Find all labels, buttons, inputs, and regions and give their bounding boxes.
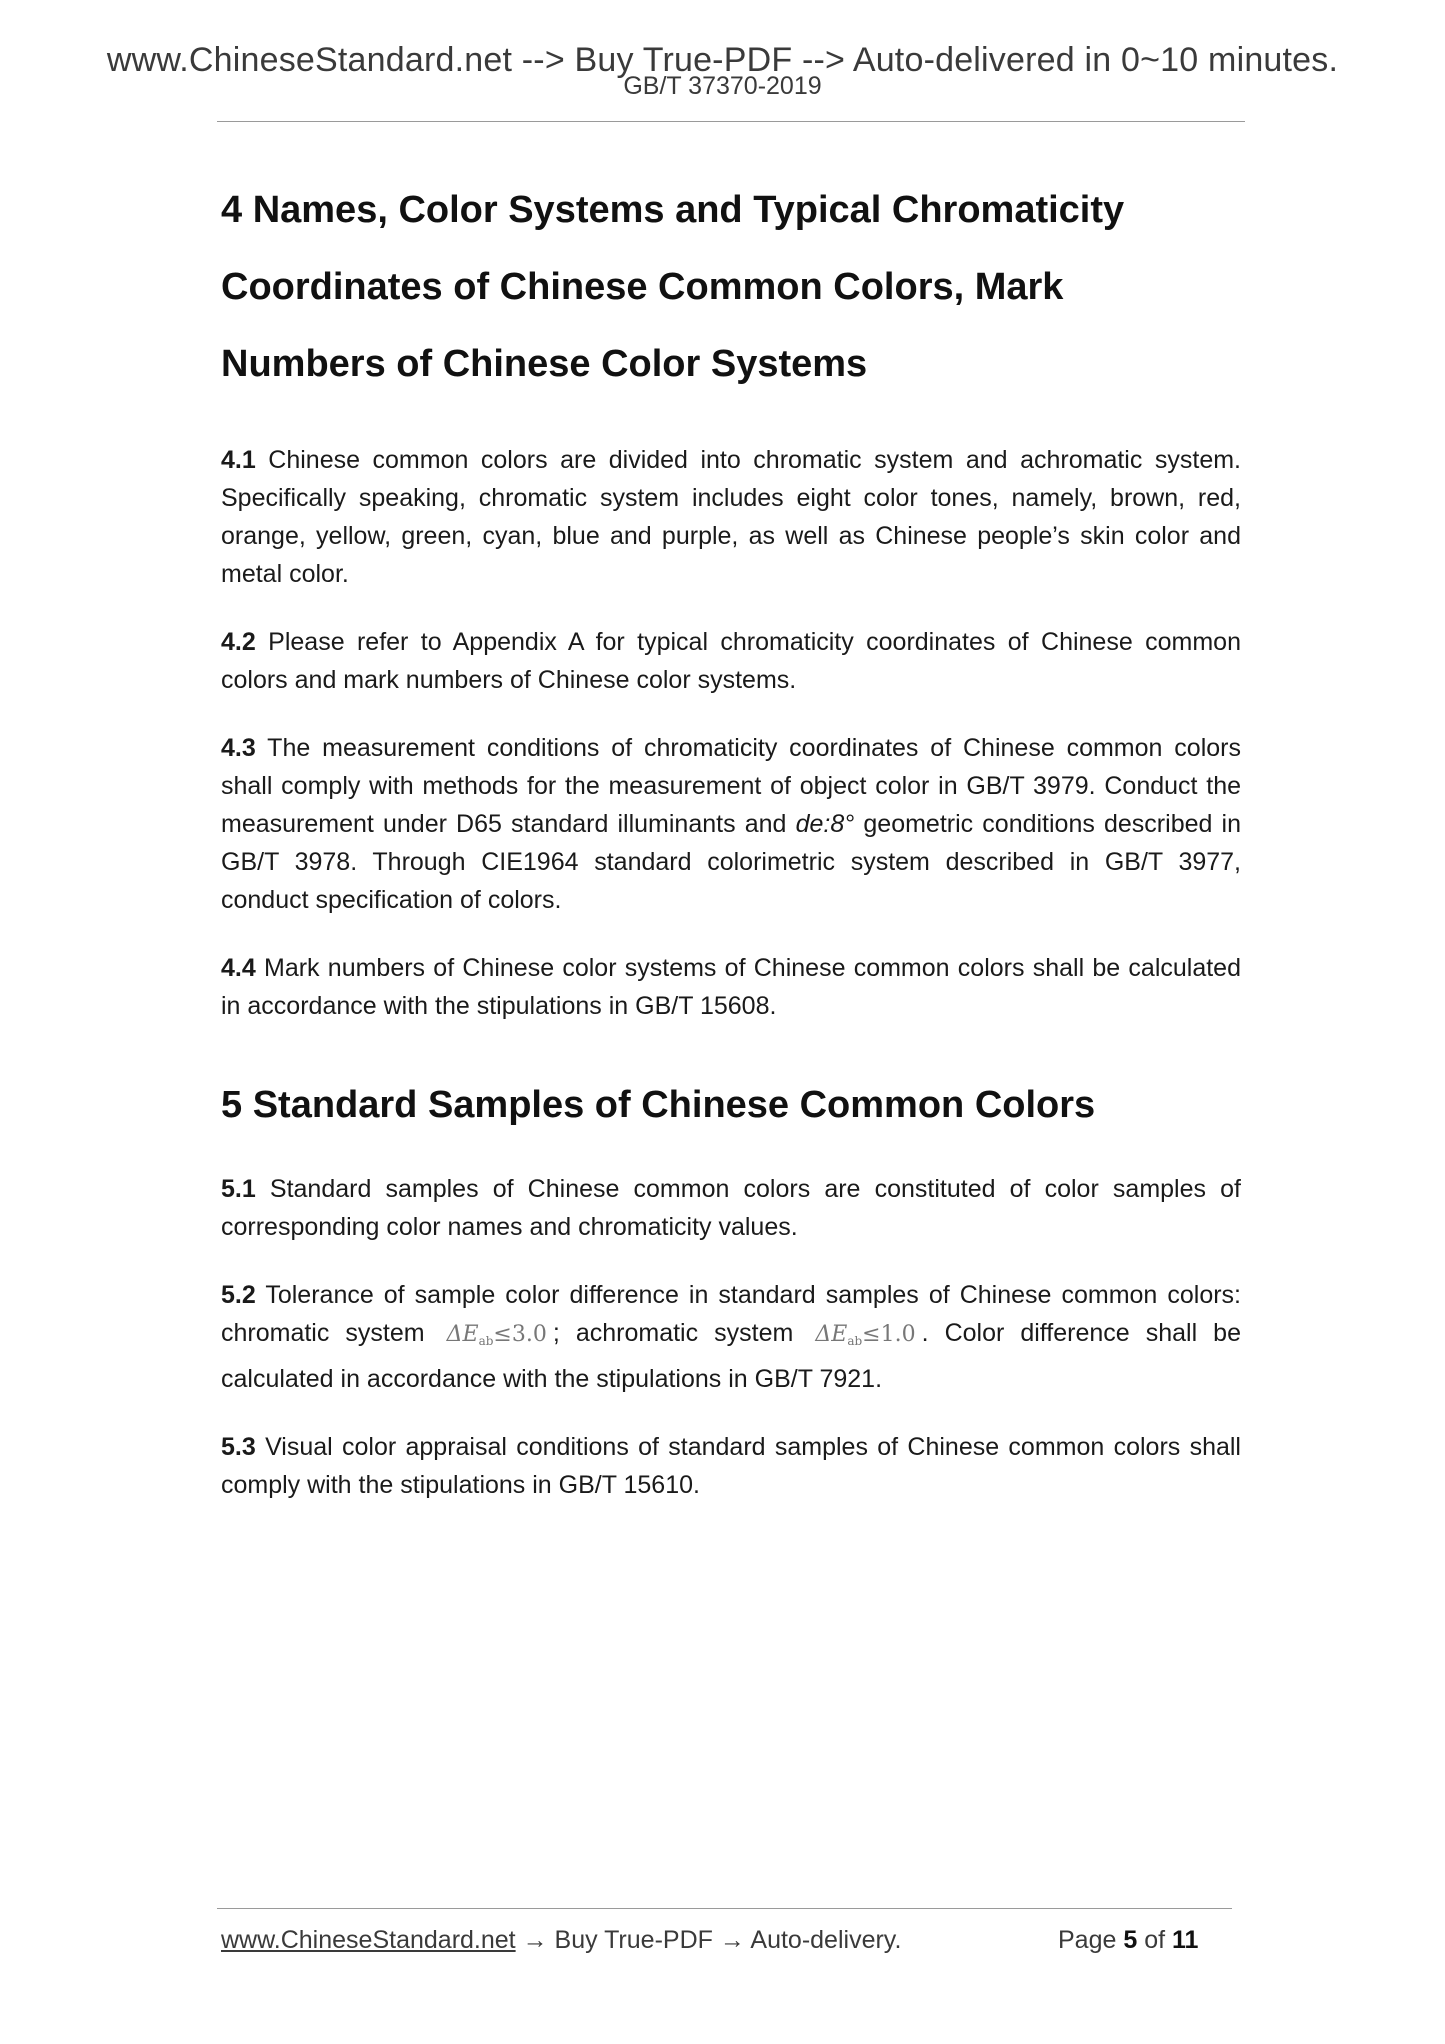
- clause-text: Chinese common colors are divided into chromatic system and achromatic system. Specifically speaking, chromatic system includes eight color tones, namely, brown, red, orange, yellow, green, cyan, blue and purple, as well as Chinese people’s skin color and metal color.: [221, 446, 1241, 588]
- geometry-notation: de:8°: [795, 810, 855, 838]
- page-content: [221, 172, 1241, 1534]
- clause-text: ; achromatic system: [552, 1319, 810, 1347]
- clause-4-2: [221, 623, 1241, 699]
- page-label: Page: [1058, 1926, 1124, 1954]
- page-number: 5: [1123, 1926, 1138, 1954]
- clause-number: 5.2: [221, 1281, 256, 1309]
- section-4-body: [221, 441, 1241, 1025]
- clause-text: geometric conditions described in GB/T 3978. Through CIE1964 standard colorimetric system described in GB/T 3977, conduct specification of colors.: [221, 810, 1241, 914]
- footer-site-link[interactable]: www.ChineseStandard.net: [221, 1926, 516, 1954]
- clause-number: 4.1: [221, 446, 256, 474]
- clause-5-1: [221, 1170, 1241, 1246]
- clause-4-3: [221, 729, 1241, 919]
- of-label: of: [1137, 1926, 1172, 1954]
- clause-4-4: [221, 949, 1241, 1025]
- clause-number: 5.3: [221, 1433, 256, 1461]
- section-4-heading-line-1: 4 Names, Color Systems and Typical Chromaticity: [221, 189, 1125, 231]
- clause-5-3: [221, 1428, 1241, 1504]
- clause-number: 4.4: [221, 954, 256, 982]
- section-5-heading: 5 Standard Samples of Chinese Common Colors: [221, 1084, 1096, 1126]
- clause-text: Standard samples of Chinese common colors are constituted of color samples of corresponding color names and chromaticity values.: [221, 1175, 1241, 1241]
- clause-number: 4.2: [221, 628, 256, 656]
- achromatic-tolerance-formula: [809, 1316, 921, 1360]
- delta-e-symbol: ΔE: [446, 1322, 479, 1347]
- section-5-body: [221, 1170, 1241, 1504]
- header-divider: [217, 121, 1245, 122]
- subscript: ab: [847, 1334, 863, 1348]
- clause-4-1: [221, 441, 1241, 593]
- section-4-heading: [221, 172, 1241, 403]
- clause-text: . Color difference shall be calculated in accordance with the stipulations in GB/T 7921.: [221, 1319, 1241, 1393]
- clause-text: Visual color appraisal conditions of standard samples of Chinese common colors shall comply with the stipulations in GB/T 15610.: [221, 1433, 1241, 1499]
- clause-text: Tolerance of sample color difference in standard samples of Chinese common colors: chromatic system: [221, 1281, 1241, 1347]
- clause-text: The measurement conditions of chromaticity coordinates of Chinese common colors shall comply with methods for the measurement of object color in GB/T 3979. Conduct the measurement under D65 standard illuminants and: [221, 734, 1241, 838]
- clause-number: 4.3: [221, 734, 256, 762]
- clause-number: 5.1: [221, 1175, 256, 1203]
- clause-text: Mark numbers of Chinese color systems of Chinese common colors shall be calculated in accordance with the stipulations in GB/T 15608.: [221, 954, 1241, 1020]
- chromatic-tolerance-formula: [441, 1316, 553, 1360]
- page-total: 11: [1172, 1926, 1199, 1954]
- section-4-heading-line-3: Numbers of Chinese Color Systems: [221, 343, 868, 385]
- footer-promo: [221, 1924, 901, 1956]
- section-4-heading-line-2: Coordinates of Chinese Common Colors, Mark: [221, 266, 1064, 308]
- tolerance-value: ≤1.0: [862, 1322, 916, 1347]
- tolerance-value: ≤3.0: [493, 1322, 547, 1347]
- clause-5-2: [221, 1276, 1241, 1398]
- subscript: ab: [478, 1334, 494, 1348]
- footer-promo-text: → Buy True-PDF → Auto-delivery.: [515, 1926, 902, 1954]
- footer-divider: [217, 1908, 1232, 1909]
- document-id: GB/T 37370-2019: [623, 72, 822, 100]
- delta-e-symbol: ΔE: [815, 1322, 848, 1347]
- top-banner: www.ChineseStandard.net --> Buy True-PDF --> Auto-delivered in 0~10 minutes.: [106, 41, 1339, 79]
- clause-text: Please refer to Appendix A for typical chromaticity coordinates of Chinese common colors and mark numbers of Chinese color systems.: [221, 628, 1241, 694]
- page-indicator: [1058, 1924, 1198, 1956]
